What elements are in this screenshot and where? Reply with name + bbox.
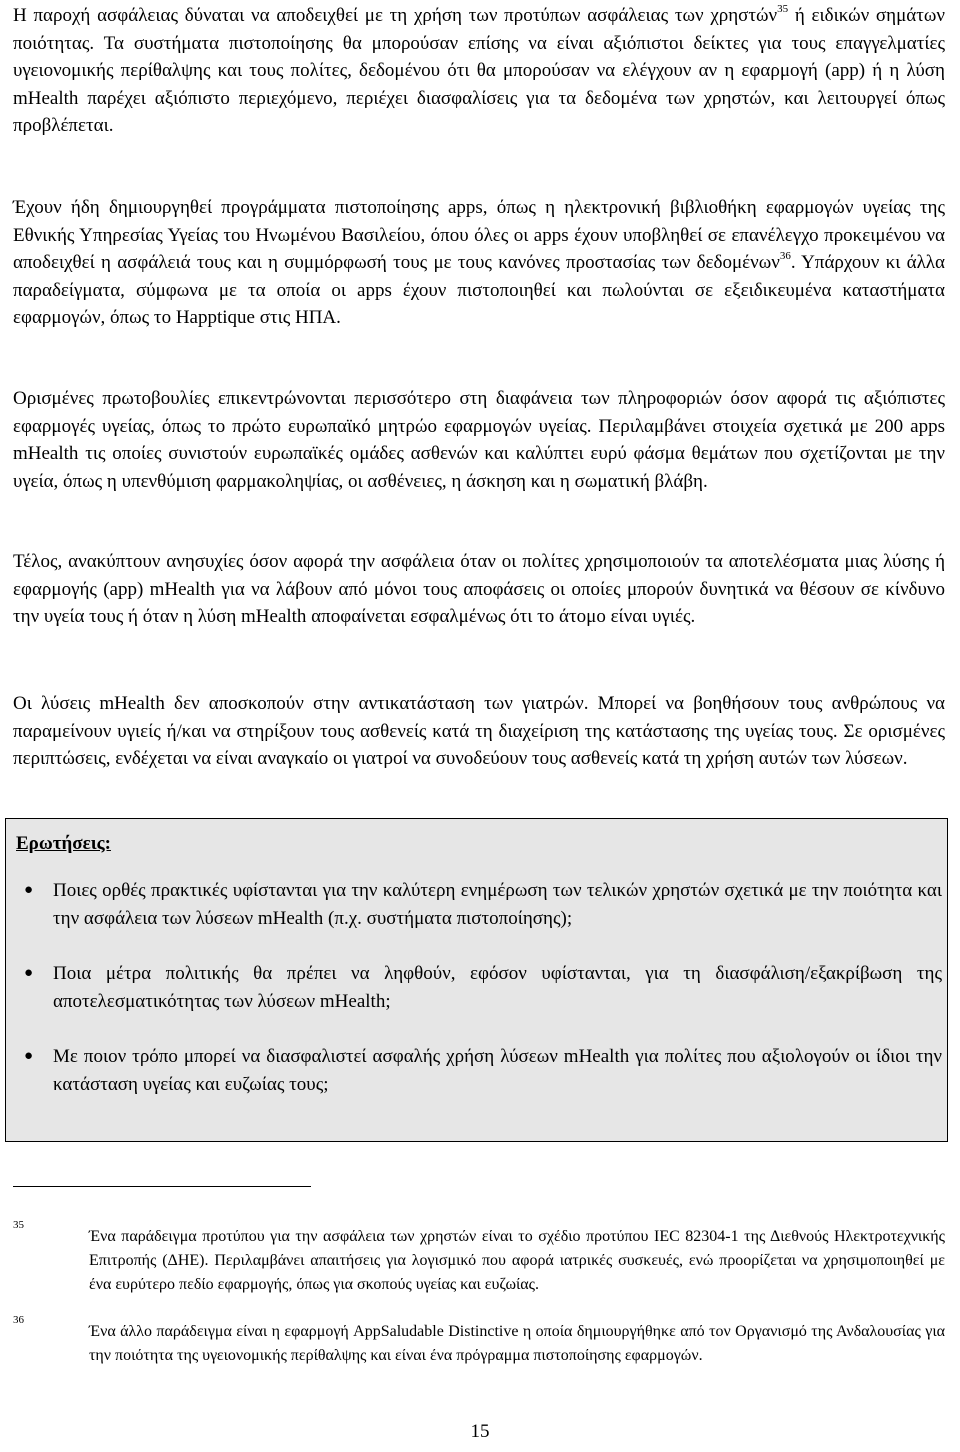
footnote-ref-36[interactable]: 36 bbox=[779, 250, 791, 263]
paragraph-safety-standards bbox=[13, 2, 945, 140]
question-text: Με ποιον τρόπο μπορεί να διασφαλιστεί ασφαλής χρήση λύσεων mHealth για πολίτες που αξιολογούν οι ίδιοι την κατάσταση υγείας και ευζωίας τους; bbox=[53, 1046, 942, 1095]
paragraph-text: . Υπάρχουν κι άλλα παραδείγματα, σύμφωνα με τα οποία οι apps έχουν πιστοποιηθεί και πωλούνται σε εξειδικευμένα καταστήματα εφαρμογών, όπως το Happtique στις ΗΠΑ. bbox=[13, 252, 945, 329]
footnote-separator bbox=[13, 1186, 311, 1187]
paragraph-text: Έχουν ήδη δημιουργηθεί προγράμματα πιστοποίησης apps, όπως η ηλεκτρονική βιβλιοθήκη εφαρμογών υγείας της Εθνικής Υπηρεσίας Υγείας του Ηνωμένου Βασιλείου, όπου όλες οι apps έχουν υποβληθεί σε επανέλεγχο προκειμένου να αποδειχθεί η ασφάλειά τους και η συμμόρφωσή τους με τους κανόνες προστασίας των δεδομένων bbox=[13, 197, 945, 274]
bullet-icon: ● bbox=[24, 1048, 34, 1065]
paragraph-transparency-initiatives: Ορισμένες πρωτοβουλίες επικεντρώνονται περισσότερο στη διαφάνεια των πληροφοριών όσον αφορά τις αξιόπιστες εφαρμογές υγείας, όπως το πρώτο ευρωπαϊκό μητρώο εφαρμογών υγείας. Περιλαμβάνει στοιχεία σχετικά με 200 apps mHealth τις οποίες συνιστούν ευρωπαϊκές ομάδες ασθενών και καλύπτει ευρύ φάσμα θεμάτων που σχετίζονται με την υγεία, όπως η υπενθύμιση φαρμακοληψίας, οι ασθένειες, η άσκηση και η σωματική βλάβη. bbox=[13, 388, 945, 492]
footnote-text: Ένα άλλο παράδειγμα είναι η εφαρμογή AppSaludable Distinctive η οποία δημιουργήθηκε από τον Οργανισμό της Ανδαλουσίας για την ποιότητα της υγειονομικής περίθαλψης και είναι ένα πρόγραμμα πιστοποίησης εφαρμογών. bbox=[89, 1323, 945, 1364]
paragraph-text: Η παροχή ασφάλειας δύναται να αποδειχθεί με τη χρήση των προτύπων ασφάλειας των χρηστών bbox=[13, 5, 778, 26]
question-text: Ποιες ορθές πρακτικές υφίστανται για την καλύτερη ενημέρωση των τελικών χρηστών σχετικά με την ποιότητα και την ασφάλεια των λύσεων mHealth (π.χ. συστήματα πιστοποίησης); bbox=[53, 880, 942, 929]
paragraph-safety-concerns: Τέλος, ανακύπτουν ανησυχίες όσον αφορά την ασφάλεια όταν οι πολίτες χρησιμοποιούν τα αποτελέσματα μιας λύσης ή εφαρμογής (app) mHealth για να λάβουν από μόνοι τους αποφάσεις οι οποίες μπορούν δυνητικά να θέσουν σε κίνδυνο την υγεία τους ή όταν η λύση mHealth αποφαίνεται εσφαλμένως ότι το άτομο είναι υγιές. bbox=[13, 551, 945, 628]
footnote-text: Ένα παράδειγμα προτύπου για την ασφάλεια των χρηστών είναι το σχέδιο προτύπου IEC 82304-1 της Διεθνούς Ηλεκτροτεχνικής Επιτροπής (ΔΗΕ). Περιλαμβάνει απαιτήσεις για λογισμικό που αφορά ιατρικές συσκευές, ενώ προορίζεται να χρησιμοποιηθεί με ένα ευρύτερο πεδίο εφαρμογής, όπως για σκοπούς υγείας και ευζωίας. bbox=[89, 1228, 945, 1293]
question-item bbox=[6, 960, 947, 1015]
question-item bbox=[6, 877, 947, 932]
question-item bbox=[6, 1043, 947, 1098]
footnote-ref-35[interactable]: 35 bbox=[777, 3, 789, 15]
page-number: 15 bbox=[470, 1421, 490, 1442]
paragraph-certification-programs bbox=[13, 194, 945, 332]
bullet-icon: ● bbox=[24, 965, 34, 982]
questions-list bbox=[6, 877, 947, 1127]
paragraph-text: ή ειδικών σημάτων ποιότητας. Τα συστήματα πιστοποίησης θα μπορούσαν επίσης να είναι αξιόπιστοι δείκτες για τους επαγγελματίες υγειονομικής περίθαλψης και τους πολίτες, δεδομένου ότι θα μπορούσαν να ελέγχουν αν η εφαρμογή (app) ή η λύση mHealth παρέχει αξιόπιστο περιεχόμενο, περιέχει διασφαλίσεις για τα δεδομένα των χρηστών, και λειτουργεί όπως προβλέπεται. bbox=[13, 5, 945, 137]
footnote-number: 36 bbox=[13, 1314, 24, 1326]
bullet-icon: ● bbox=[24, 882, 34, 898]
footnote-35 bbox=[13, 1219, 945, 1296]
footnote-36 bbox=[13, 1314, 945, 1368]
questions-title: Ερωτήσεις: bbox=[16, 833, 111, 854]
paragraph-doctors-replacement: Οι λύσεις mHealth δεν αποσκοπούν στην αντικατάσταση των γιατρών. Μπορεί να βοηθήσουν τους ανθρώπους να παραμείνουν υγιείς ή/και να στηρίξουν τους ασθενείς κατά τη διαχείριση της κατάστασης της υγείας τους. Σε ορισμένες περιπτώσεις, ενδέχεται να είναι αναγκαίο οι γιατροί να συνοδεύουν τους ασθενείς κατά τη χρήση αυτών των λύσεων. bbox=[13, 693, 945, 770]
footnote-number: 35 bbox=[13, 1219, 24, 1231]
questions-box bbox=[5, 818, 948, 1142]
question-text: Ποια μέτρα πολιτικής θα πρέπει να ληφθούν, εφόσον υφίστανται, για τη διασφάλιση/εξακρίβωση της αποτελεσματικότητας των λύσεων mHealth; bbox=[53, 963, 942, 1012]
